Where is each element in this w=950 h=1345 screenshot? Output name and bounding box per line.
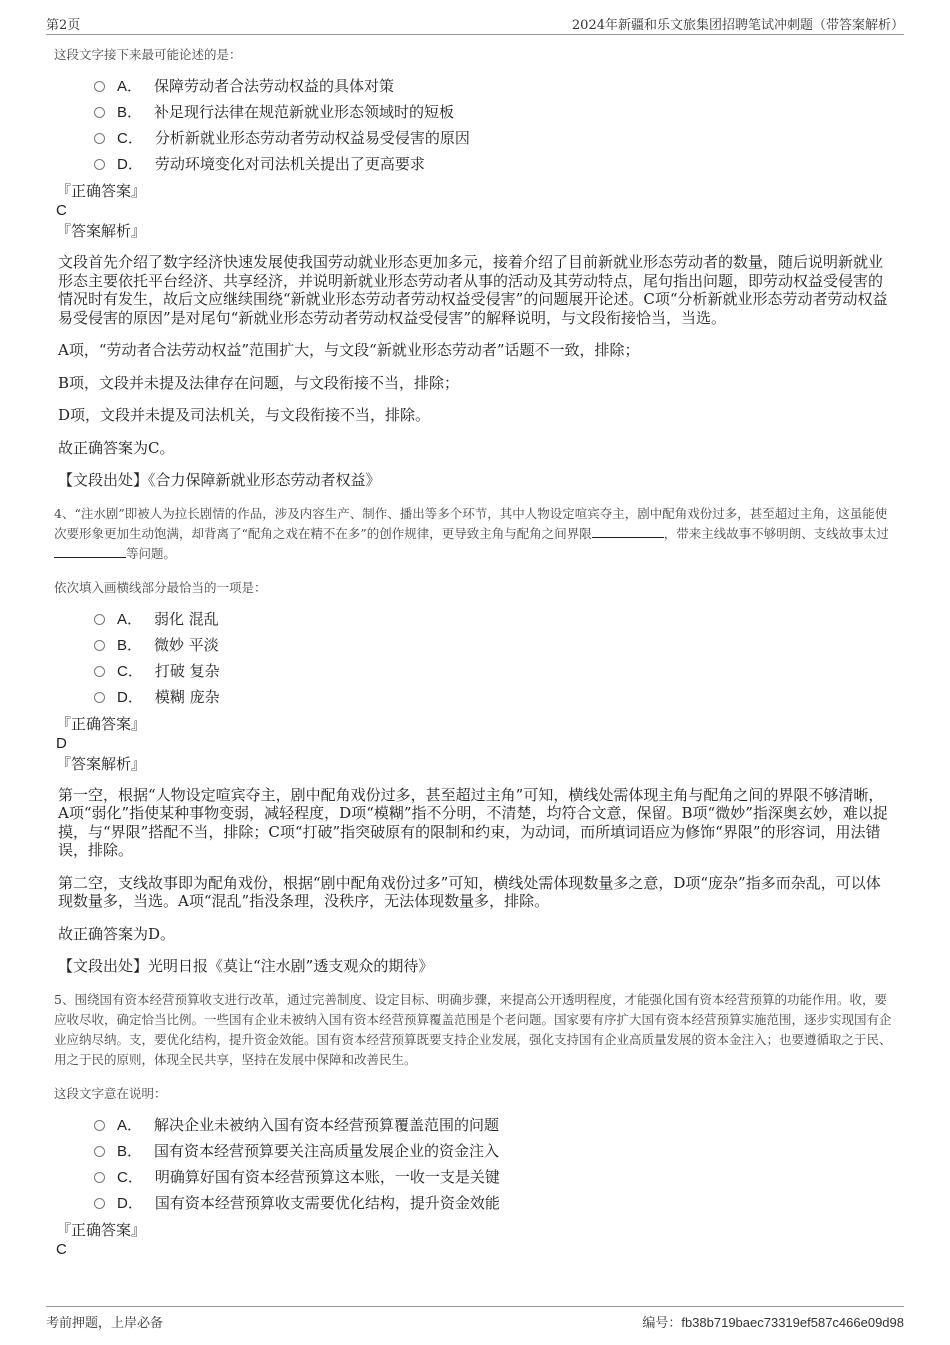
q4-option-c[interactable]: C． 打破 复杂 (94, 658, 894, 684)
radio-icon[interactable] (94, 159, 105, 170)
radio-icon[interactable] (94, 107, 105, 118)
page-footer (46, 1306, 904, 1331)
q4-analysis-2: 第二空，支线故事即为配角戏份，根据“剧中配角戏份过多”可知，横线处需体现数量多之意，D项“庞杂”指多而杂乱，可以体现数量多，当选。A项“混乱”指没条理，没秩序，无法体现数量多，排除。 (58, 873, 881, 910)
page-header (46, 14, 904, 35)
radio-icon[interactable] (94, 1146, 105, 1157)
q3-option-a[interactable]: A． 保障劳动者合法劳动权益的具体对策 (94, 73, 894, 99)
radio-icon[interactable] (94, 1198, 105, 1209)
footer-slogan: 考前押题，上岸必备 (46, 1316, 164, 1331)
q4-analysis-1: 第一空，根据“人物设定喧宾夺主，剧中配角戏份过多，甚至超过主角”可知，横线处需体现主角与配角之间的界限不够清晰，A项“弱化”指使某种事物变弱，减轻程度，D项“模糊”指不分明，不清楚，均符合文意，保留。B项“微妙”指深奥玄妙，难以捉摸，与“界限”搭配不当，排除；C项“打破”指突破原有的限制和约束，为动词，而所填词语应为修饰“界限”的形容词，用法错误，排除。 (58, 785, 888, 859)
q5-answer-label: 『正确答案』 (56, 1220, 147, 1239)
q4-option-a[interactable]: A． 弱化 混乱 (94, 606, 894, 632)
q5-answer: C (56, 1240, 67, 1258)
radio-icon[interactable] (94, 640, 105, 651)
q5-option-b[interactable]: B． 国有资本经营预算要关注高质量发展企业的资金注入 (94, 1138, 894, 1164)
q4-prompt: 依次填入画横线部分最恰当的一项是： (54, 579, 267, 595)
q3-option-d[interactable]: D． 劳动环境变化对司法机关提出了更高要求 (94, 151, 894, 177)
q3-prompt: 这段文字接下来最可能论述的是： (54, 47, 242, 62)
q5-option-d[interactable]: D． 国有资本经营预算收支需要优化结构，提升资金效能 (94, 1190, 894, 1216)
q3-conclusion: 故正确答案为C。 (58, 438, 175, 457)
q3-option-b[interactable]: B． 补足现行法律在规范新就业形态领域时的短板 (94, 99, 894, 125)
q5-option-a[interactable]: A． 解决企业未被纳入国有资本经营预算覆盖范围的问题 (94, 1112, 894, 1138)
q5-prompt: 这段文字意在说明： (54, 1085, 167, 1101)
q4-option-d[interactable]: D． 模糊 庞杂 (94, 684, 894, 710)
radio-icon[interactable] (94, 692, 105, 703)
q3-source: 【文段出处】《合力保障新就业形态劳动者权益》 (58, 471, 381, 489)
radio-icon[interactable] (94, 666, 105, 677)
radio-icon[interactable] (94, 81, 105, 92)
document-code: 编号：fb38b719baec73319ef587c466e09d98 (642, 1315, 904, 1330)
q3-analysis-2: A项，“劳动者合法劳动权益”范围扩大，与文段“新就业形态劳动者”话题不一致，排除； (58, 341, 640, 359)
q3-answer: C (56, 202, 67, 219)
q3-analysis-1: 文段首先介绍了数字经济快速发展使我国劳动就业形态更加多元，接着介绍了目前新就业形态劳动者的数量，随后说明新就业形态主要依托平台经济、共享经济，并说明新就业形态劳动者从事的活动及其劳动特点，尾句指出问题，即劳动权益受侵害的情况时有发生，故后文应继续围绕“新就业形态劳动者劳动权益受侵害”的问题展开论述。C项“分析新就业形态劳动者劳动权益易受侵害的原因”是对尾句“新就业形态劳动者劳动权益受侵害”的解释说明，与文段衔接恰当，当选。 (58, 253, 888, 327)
q4-stem: 4、“注水剧”即被人为拉长剧情的作品，涉及内容生产、制作、播出等多个环节，其中人物设定喧宾夺主，剧中配角戏份过多，甚至超过主角，这虽能使次要形象更加生动饱满，却背离了“配角之戏在精不在多”的创作规律，更导致主角与配角之间界限 ，带来主线故事不够明朗、支线故事太过等问题。 (54, 505, 889, 561)
q4-answer: D (56, 734, 67, 752)
q5-options (94, 1112, 894, 1216)
q3-options (94, 73, 894, 177)
blank-line (592, 525, 664, 538)
q3-option-c[interactable]: C． 分析新就业形态劳动者劳动权益易受侵害的原因 (94, 125, 894, 151)
radio-icon[interactable] (94, 614, 105, 625)
radio-icon[interactable] (94, 1120, 105, 1131)
q3-answer-label: 『正确答案』 (56, 182, 147, 200)
q3-analysis-3: B项，文段并未提及法律存在问题，与文段衔接不当，排除； (58, 373, 460, 392)
radio-icon[interactable] (94, 1172, 105, 1183)
q3-analysis-4: D项，文段并未提及司法机关，与文段衔接不当，排除。 (58, 406, 431, 424)
q4-options (94, 606, 894, 710)
q5-stem: 5、围绕国有资本经营预算收支进行改革，通过完善制度、设定目标、明确步骤，来提高公开透明程度，才能强化国有资本经营预算的功能作用。收，要应收尽收，确定恰当比例。一些国有企业未被纳入国有资本经营预算覆盖范围是个老问题。国家要有序扩大国有资本经营预算实施范围，逐步实现国有企业应纳尽纳。支，要优化结构，提升资金效能。国有资本经营预算既要支持企业发展，强化支持国有企业高质量发展的资本金注入；也要遵循取之于民、用之于民的原则，体现全民共享，坚持在发展中保障和改善民生。 (54, 991, 892, 1067)
page-number: 第2页 (46, 18, 81, 33)
q4-option-b[interactable]: B． 微妙 平淡 (94, 632, 894, 658)
q4-analysis-label: 『答案解析』 (56, 754, 147, 773)
q4-source: 【文段出处】光明日报《莫让“注水剧”透支观众的期待》 (58, 957, 434, 975)
radio-icon[interactable] (94, 133, 105, 144)
q5-option-c[interactable]: C． 明确算好国有资本经营预算这本账，一收一支是关键 (94, 1164, 894, 1190)
blank-line (54, 545, 126, 558)
document-title: 2024年新疆和乐文旅集团招聘笔试冲刺题（带答案解析） (571, 18, 904, 33)
q4-conclusion: 故正确答案为D。 (58, 924, 176, 943)
page-content (54, 45, 894, 1260)
q4-answer-label: 『正确答案』 (56, 714, 147, 733)
q3-analysis-label: 『答案解析』 (56, 222, 147, 240)
